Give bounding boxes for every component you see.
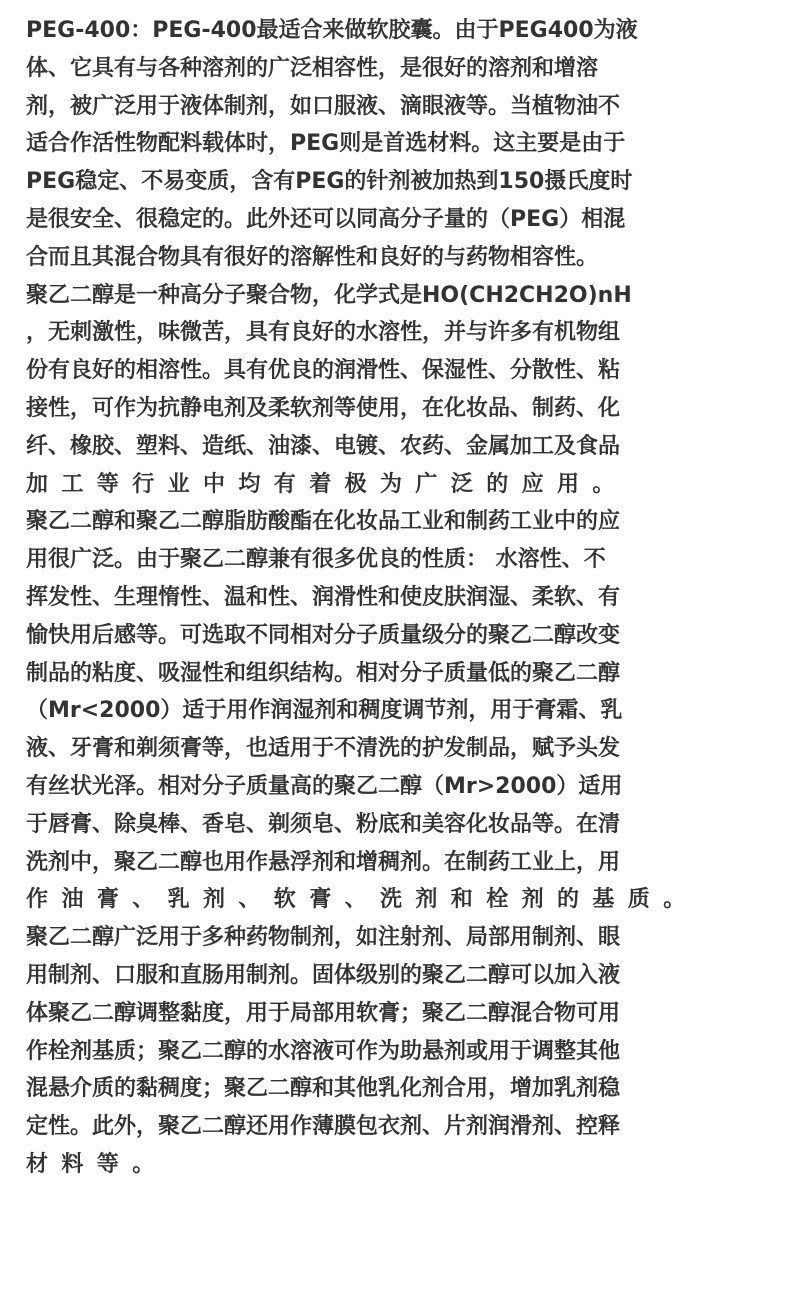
paragraph-peg-general — [26, 277, 786, 504]
text-line: （Mr<2000）适于用作润湿剂和稠度调节剂，用于膏霜、乳 — [26, 698, 623, 724]
text-line: 混悬介质的黏稠度；聚乙二醇和其他乳化剂合用，增加乳剂稳 — [26, 1076, 621, 1102]
text-line: 合而且其混合物具有很好的溶解性和良好的与药物相容性。 — [26, 244, 599, 270]
paragraph-peg-cosmetics — [26, 503, 786, 919]
text-line: 份有良好的相溶性。具有优良的润滑性、保湿性、分散性、粘 — [26, 358, 621, 384]
text-line: 洗剂中，聚乙二醇也用作悬浮剂和增稠剂。在制药工业上，用 — [26, 849, 621, 875]
text-line: 纤、橡胶、塑料、造纸、油漆、电镀、农药、金属加工及食品 — [26, 433, 621, 459]
text-line: 材料等。 — [26, 1151, 168, 1177]
text-line: 接性，可作为抗静电剂及柔软剂等使用，在化妆品、制药、化 — [26, 395, 621, 421]
text-line: PEG稳定、不易变质，含有PEG的针剂被加热到150摄氏度时 — [26, 169, 633, 195]
text-line: 体聚乙二醇调整黏度，用于局部用软膏；聚乙二醇混合物可用 — [26, 1000, 621, 1026]
text-line: 于唇膏、除臭棒、香皂、剃须皂、粉底和美容化妆品等。在清 — [26, 811, 621, 837]
text-line: 体、它具有与各种溶剂的广泛相容性，是很好的溶剂和增溶 — [26, 55, 599, 81]
text-line: 液、牙膏和剃须膏等，也适用于不清洗的护发制品，赋予头发 — [26, 736, 621, 762]
text-line: 聚乙二醇是一种高分子聚合物，化学式是HO(CH2CH2O)nH — [26, 282, 632, 308]
text-line: 作栓剂基质；聚乙二醇的水溶液可作为助悬剂或用于调整其他 — [26, 1038, 621, 1064]
text-line: PEG-400：PEG-400最适合来做软胶囊。由于PEG400为液 — [26, 18, 638, 43]
text-line: 聚乙二醇广泛用于多种药物制剂，如注射剂、局部用制剂、眼 — [26, 925, 621, 951]
text-line: 定性。此外，聚乙二醇还用作薄膜包衣剂、片剂润滑剂、控释 — [26, 1114, 621, 1140]
text-line: 作油膏、乳剂、软膏、洗剂和栓剂的基质。 — [26, 887, 699, 913]
text-line: 是很安全、很稳定的。此外还可以同高分子量的（PEG）相混 — [26, 206, 626, 232]
text-line: 加工等行业中均有着极为广泛的应用。 — [26, 471, 628, 497]
text-line: 制品的粘度、吸湿性和组织结构。相对分子质量低的聚乙二醇 — [26, 660, 621, 686]
text-line: 用制剂、口服和直肠用制剂。固体级别的聚乙二醇可以加入液 — [26, 962, 621, 988]
text-line: 用很广泛。由于聚乙二醇兼有很多优良的性质： 水溶性、不 — [26, 547, 606, 573]
paragraph-peg400 — [26, 12, 786, 277]
text-line: 聚乙二醇和聚乙二醇脂肪酸酯在化妆品工业和制药工业中的应 — [26, 509, 621, 535]
text-line: 剂，被广泛用于液体制剂，如口服液、滴眼液等。当植物油不 — [26, 93, 621, 119]
text-line: 有丝状光泽。相对分子质量高的聚乙二醇（Mr>2000）适用 — [26, 773, 623, 799]
text-line: ，无刺激性，味微苦，具有良好的水溶性，并与许多有机物组 — [26, 320, 621, 346]
document-body — [26, 12, 786, 1184]
text-line: 适合作活性物配料载体时，PEG则是首选材料。这主要是由于 — [26, 131, 626, 157]
text-line: 挥发性、生理惰性、温和性、润滑性和使皮肤润湿、柔软、有 — [26, 584, 621, 610]
text-line: 愉快用后感等。可选取不同相对分子质量级分的聚乙二醇改变 — [26, 622, 621, 648]
paragraph-peg-pharma — [26, 919, 786, 1184]
